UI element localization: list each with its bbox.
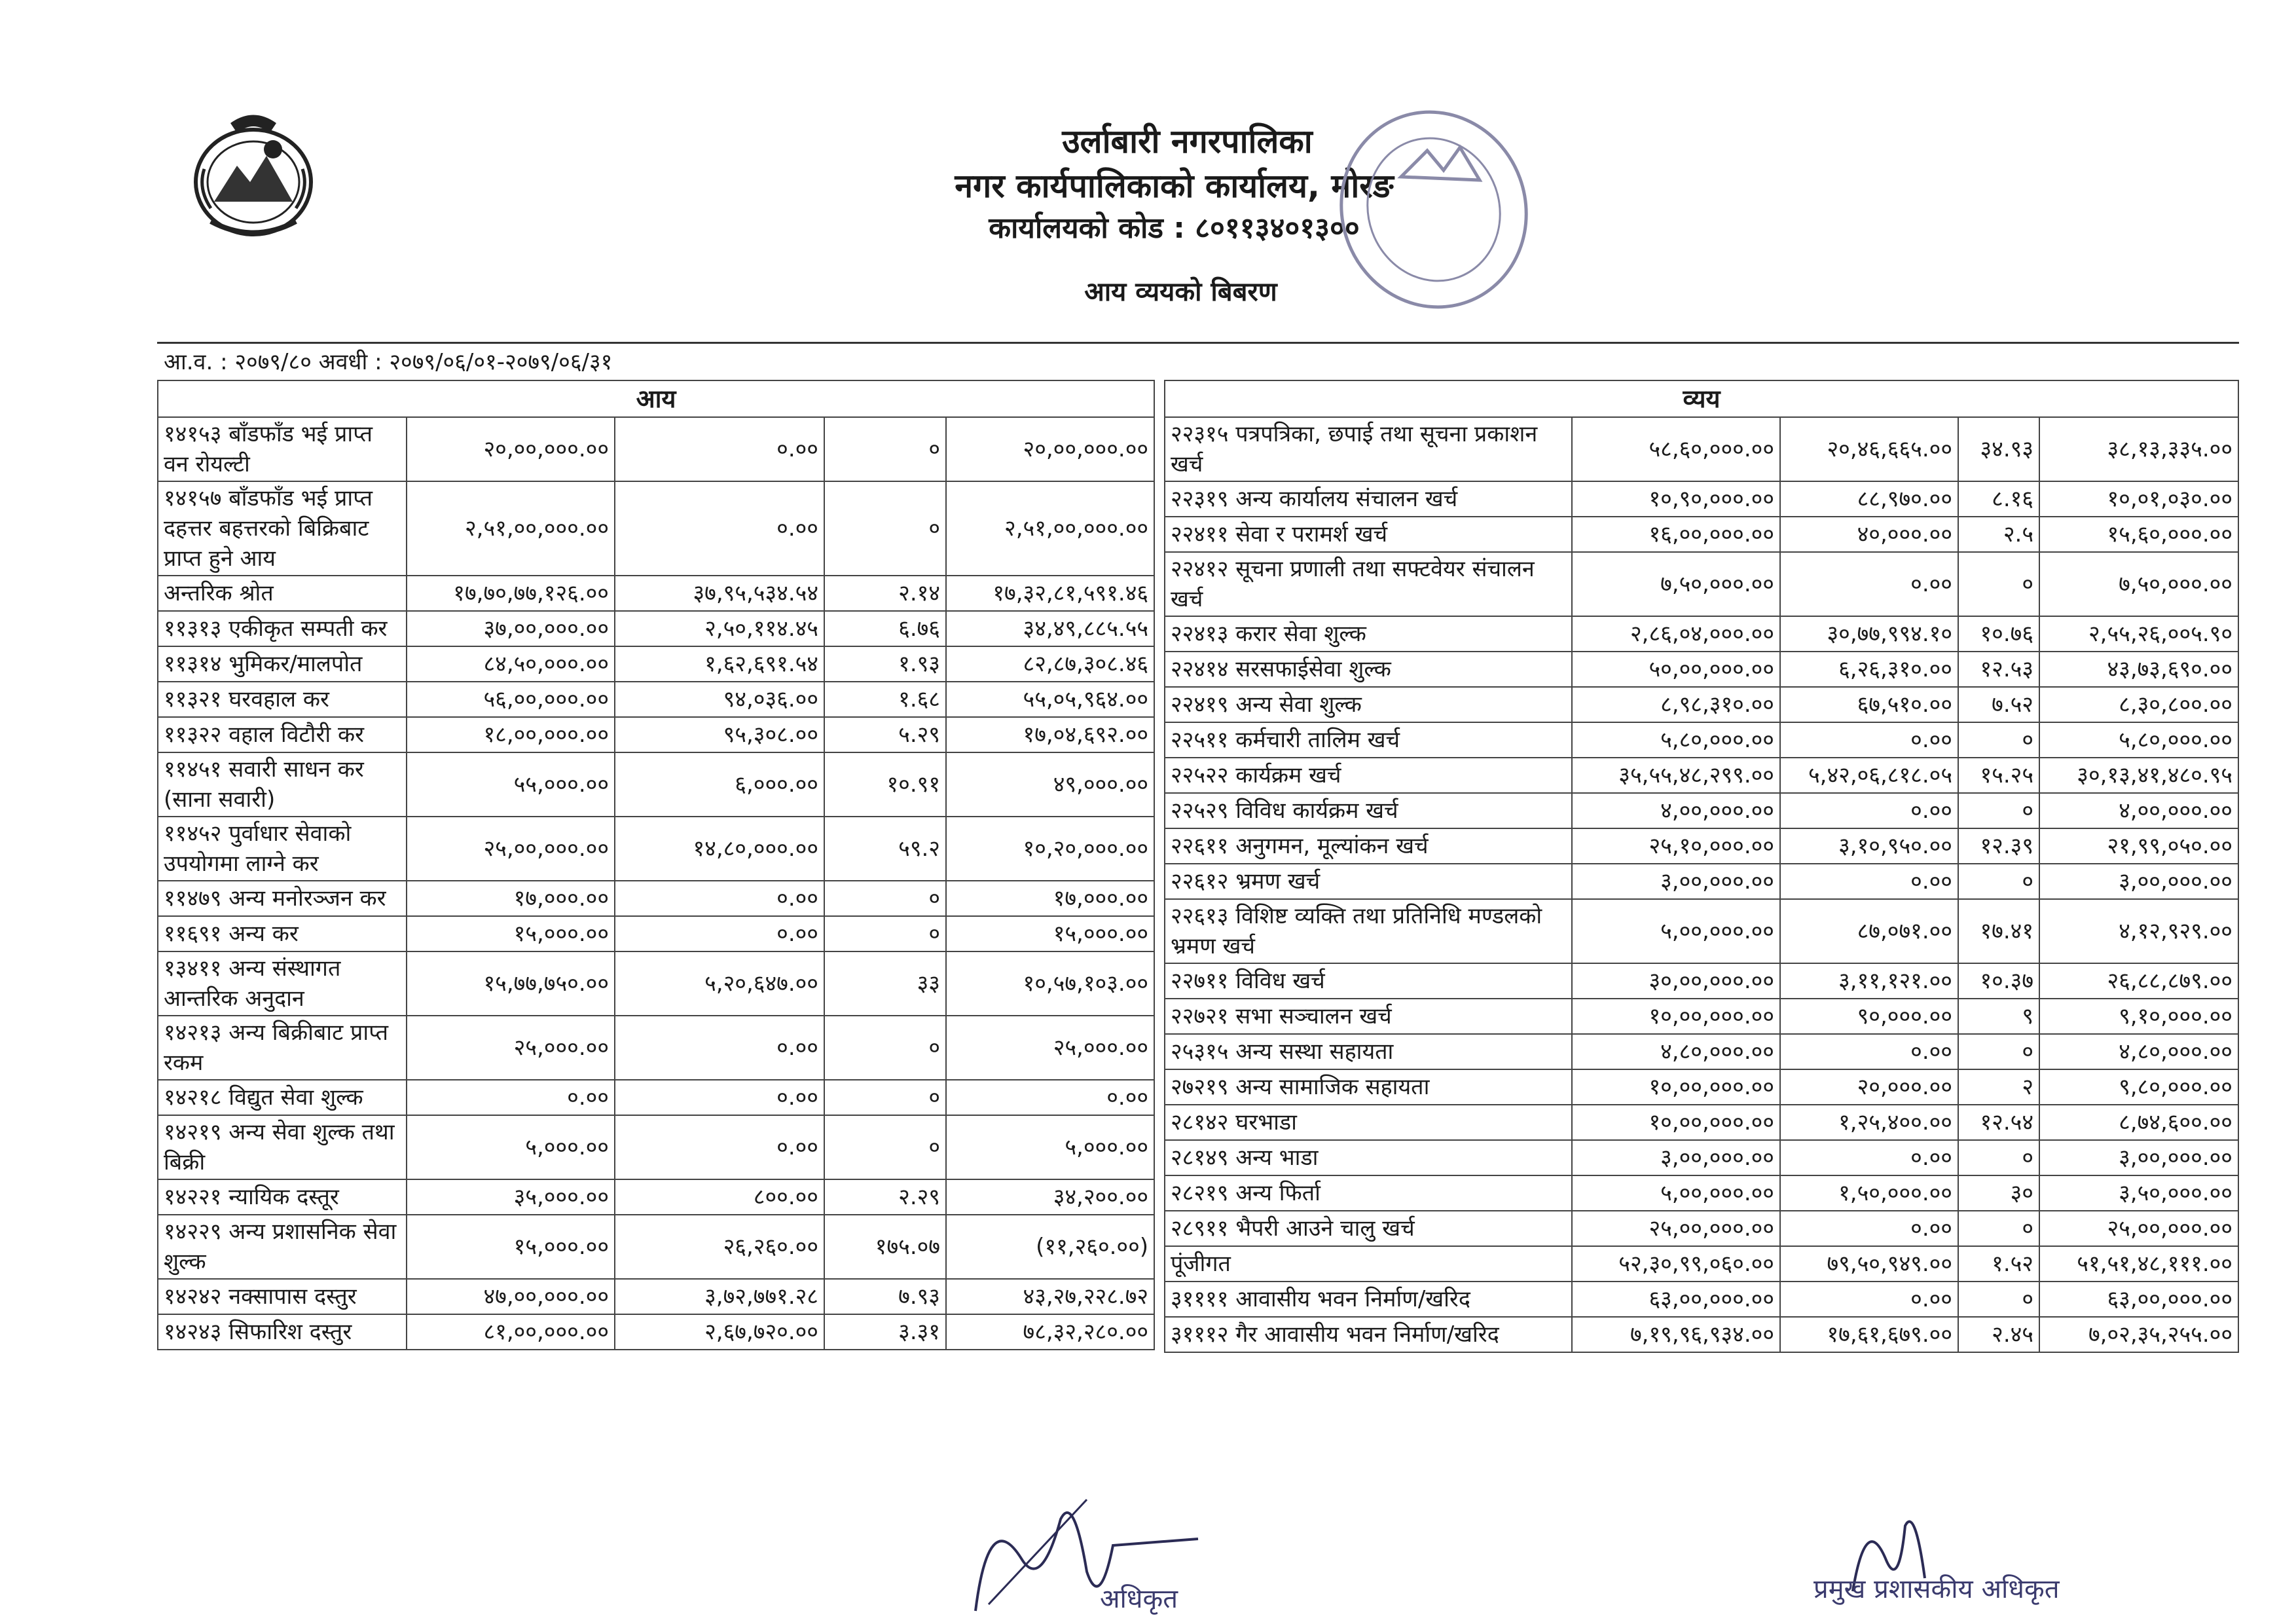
expense-percent-cell: ० xyxy=(1958,1140,2039,1175)
expense-budget-cell: ७,५०,०००.०० xyxy=(1572,552,1780,616)
expense-percent-cell: ० xyxy=(1958,1282,2039,1317)
income-budget-cell: ५५,०००.०० xyxy=(407,752,615,817)
income-percent-cell: ० xyxy=(824,1115,946,1179)
expense-budget-cell: ५,००,०००.०० xyxy=(1572,899,1780,963)
expense-percent-cell: ० xyxy=(1958,722,2039,758)
income-name-cell: १४१५३ बाँडफाँड भई प्राप्त वन रोयल्टी xyxy=(158,417,407,481)
expense-remaining-cell: ८,७४,६००.०० xyxy=(2039,1105,2238,1140)
expense-budget-cell: १०,००,०००.०० xyxy=(1572,1069,1780,1105)
income-row xyxy=(158,611,1154,646)
expense-name-cell: पूंजीगत xyxy=(1165,1246,1572,1282)
income-percent-cell: २.१४ xyxy=(824,576,946,611)
expense-row xyxy=(1165,687,2238,722)
income-table xyxy=(157,380,1155,1350)
income-remaining-cell: १०,२०,०००.०० xyxy=(946,817,1154,881)
expense-percent-cell: २.५ xyxy=(1958,517,2039,552)
expense-budget-cell: १६,००,०००.०० xyxy=(1572,517,1780,552)
income-budget-cell: ३५,०००.०० xyxy=(407,1179,615,1215)
signature-right xyxy=(1800,1500,2115,1624)
income-row xyxy=(158,1080,1154,1115)
expense-row xyxy=(1165,999,2238,1034)
expense-remaining-cell: ७,५०,०००.०० xyxy=(2039,552,2238,616)
income-percent-cell: ५.२९ xyxy=(824,717,946,752)
expense-actual-cell: ८८,९७०.०० xyxy=(1780,481,1958,517)
income-name-cell: ११६९१ अन्य कर xyxy=(158,916,407,951)
income-name-cell: १३४११ अन्य संस्थागत आन्तरिक अनुदान xyxy=(158,951,407,1016)
income-budget-cell: ५,०००.०० xyxy=(407,1115,615,1179)
expense-actual-cell: ७९,५०,९४९.०० xyxy=(1780,1246,1958,1282)
expense-actual-cell: ०.०० xyxy=(1780,864,1958,899)
income-row xyxy=(158,1314,1154,1350)
expense-name-cell: २२४१९ अन्य सेवा शुल्क xyxy=(1165,687,1572,722)
expense-budget-cell: ६३,००,०००.०० xyxy=(1572,1282,1780,1317)
expense-name-cell: २७२१९ अन्य सामाजिक सहायता xyxy=(1165,1069,1572,1105)
expense-name-cell: २८१४२ घरभाडा xyxy=(1165,1105,1572,1140)
income-name-cell: १४२१३ अन्य बिक्रीबाट प्राप्त रकम xyxy=(158,1016,407,1080)
income-row xyxy=(158,417,1154,481)
income-actual-cell: ६,०००.०० xyxy=(615,752,824,817)
income-row xyxy=(158,1115,1154,1179)
expense-percent-cell: १२.५३ xyxy=(1958,652,2039,687)
income-row xyxy=(158,576,1154,611)
expense-percent-cell: ३० xyxy=(1958,1175,2039,1211)
expense-name-cell: २२४१२ सूचना प्रणाली तथा सफ्टवेयर संचालन खर्च xyxy=(1165,552,1572,616)
expense-actual-cell: १,२५,४००.०० xyxy=(1780,1105,1958,1140)
income-budget-cell: ८४,५०,०००.०० xyxy=(407,646,615,682)
expense-row xyxy=(1165,899,2238,963)
income-percent-cell: ० xyxy=(824,417,946,481)
income-percent-cell: ७.९३ xyxy=(824,1279,946,1314)
income-actual-cell: ५,२०,६४७.०० xyxy=(615,951,824,1016)
income-budget-cell: १७,७०,७७,१२६.०० xyxy=(407,576,615,611)
income-actual-cell: २,५०,११४.४५ xyxy=(615,611,824,646)
expense-remaining-cell: २५,००,०००.०० xyxy=(2039,1211,2238,1246)
income-row xyxy=(158,1279,1154,1314)
income-remaining-cell: ८२,८७,३०८.४६ xyxy=(946,646,1154,682)
income-name-cell: १४२२९ अन्य प्रशासनिक सेवा शुल्क xyxy=(158,1215,407,1279)
expense-name-cell: २२५२२ कार्यक्रम खर्च xyxy=(1165,758,1572,793)
expense-row xyxy=(1165,1069,2238,1105)
expense-percent-cell: १५.२५ xyxy=(1958,758,2039,793)
expense-row xyxy=(1165,963,2238,999)
income-remaining-cell: १७,०००.०० xyxy=(946,881,1154,916)
expense-remaining-cell: ३,५०,०००.०० xyxy=(2039,1175,2238,1211)
expense-actual-cell: ६७,५१०.०० xyxy=(1780,687,1958,722)
income-name-cell: १४२१८ विद्युत सेवा शुल्क xyxy=(158,1080,407,1115)
income-remaining-cell: ५,०००.०० xyxy=(946,1115,1154,1179)
income-row xyxy=(158,916,1154,951)
expense-budget-cell: ४,००,०००.०० xyxy=(1572,793,1780,828)
income-name-cell: ११३१३ एकीकृत सम्पती कर xyxy=(158,611,407,646)
expense-name-cell: २८९११ भैपरी आउने चालु खर्च xyxy=(1165,1211,1572,1246)
expense-remaining-cell: १५,६०,०००.०० xyxy=(2039,517,2238,552)
expense-remaining-cell: ८,३०,८००.०० xyxy=(2039,687,2238,722)
income-remaining-cell: २५,०००.०० xyxy=(946,1016,1154,1080)
expense-actual-cell: १७,६१,६७९.०० xyxy=(1780,1317,1958,1352)
expense-percent-cell: ० xyxy=(1958,793,2039,828)
expense-remaining-cell: ५१,५१,४८,१११.०० xyxy=(2039,1246,2238,1282)
office-name: नगर कार्यपालिकाको कार्यालय, मोरङ xyxy=(955,167,1394,205)
income-budget-cell: २५,००,०००.०० xyxy=(407,817,615,881)
income-actual-cell: ०.०० xyxy=(615,1080,824,1115)
income-budget-cell: २०,००,०००.०० xyxy=(407,417,615,481)
income-percent-cell: २.२९ xyxy=(824,1179,946,1215)
income-row xyxy=(158,682,1154,717)
income-name-cell: ११३२२ वहाल विटौरी कर xyxy=(158,717,407,752)
expense-name-cell: ३११११ आवासीय भवन निर्माण/खरिद xyxy=(1165,1282,1572,1317)
expense-name-cell: २५३१५ अन्य सस्था सहायता xyxy=(1165,1034,1572,1069)
income-budget-cell: ५६,००,०००.०० xyxy=(407,682,615,717)
income-row xyxy=(158,1215,1154,1279)
expense-actual-cell: २०,०००.०० xyxy=(1780,1069,1958,1105)
income-name-cell: १४२४२ नक्सापास दस्तुर xyxy=(158,1279,407,1314)
expense-actual-cell: ०.०० xyxy=(1780,1211,1958,1246)
expense-name-cell: २२५२९ विविध कार्यक्रम खर्च xyxy=(1165,793,1572,828)
expense-budget-cell: ५२,३०,९९,०६०.०० xyxy=(1572,1246,1780,1282)
expense-percent-cell: १०.७६ xyxy=(1958,616,2039,652)
income-remaining-cell: २०,००,०००.०० xyxy=(946,417,1154,481)
income-remaining-cell: १७,३२,८१,५९१.४६ xyxy=(946,576,1154,611)
expense-row xyxy=(1165,1246,2238,1282)
income-row xyxy=(158,881,1154,916)
income-actual-cell: २६,२६०.०० xyxy=(615,1215,824,1279)
income-remaining-cell: ३४,२००.०० xyxy=(946,1179,1154,1215)
expense-actual-cell: ०.०० xyxy=(1780,552,1958,616)
expense-name-cell: २२४११ सेवा र परामर्श खर्च xyxy=(1165,517,1572,552)
income-actual-cell: ९५,३०८.०० xyxy=(615,717,824,752)
expense-row xyxy=(1165,652,2238,687)
expense-budget-cell: ५०,००,०००.०० xyxy=(1572,652,1780,687)
income-row xyxy=(158,1179,1154,1215)
income-percent-cell: ० xyxy=(824,916,946,951)
expense-name-cell: २२३१९ अन्य कार्यालय संचालन खर्च xyxy=(1165,481,1572,517)
income-name-cell: १४२२१ न्यायिक दस्तूर xyxy=(158,1179,407,1215)
expense-actual-cell: ४०,०००.०० xyxy=(1780,517,1958,552)
expense-remaining-cell: ३,००,०००.०० xyxy=(2039,864,2238,899)
expense-remaining-cell: ३८,१३,३३५.०० xyxy=(2039,417,2238,481)
expense-percent-cell: ० xyxy=(1958,1211,2039,1246)
income-row xyxy=(158,481,1154,576)
income-budget-cell: २,५१,००,०००.०० xyxy=(407,481,615,576)
income-percent-cell: ३.३१ xyxy=(824,1314,946,1350)
expense-remaining-cell: ५,८०,०००.०० xyxy=(2039,722,2238,758)
income-remaining-cell: ३४,४९,८८५.५५ xyxy=(946,611,1154,646)
expense-table xyxy=(1164,380,2239,1353)
income-actual-cell: २,६७,७२०.०० xyxy=(615,1314,824,1350)
expense-remaining-cell: ९,८०,०००.०० xyxy=(2039,1069,2238,1105)
income-heading: आय xyxy=(158,380,1154,417)
expense-remaining-cell: २,५५,२६,००५.९० xyxy=(2039,616,2238,652)
expense-remaining-cell: ७,०२,३५,२५५.०० xyxy=(2039,1317,2238,1352)
income-actual-cell: ०.०० xyxy=(615,481,824,576)
expense-name-cell: २२७११ विविध खर्च xyxy=(1165,963,1572,999)
expense-budget-cell: ८,९८,३१०.०० xyxy=(1572,687,1780,722)
income-name-cell: १४२१९ अन्य सेवा शुल्क तथा बिक्री xyxy=(158,1115,407,1179)
expense-remaining-cell: २६,८८,८७९.०० xyxy=(2039,963,2238,999)
expense-percent-cell: ९ xyxy=(1958,999,2039,1034)
income-actual-cell: ०.०० xyxy=(615,916,824,951)
expense-percent-cell: ० xyxy=(1958,1034,2039,1069)
expense-budget-cell: १०,९०,०००.०० xyxy=(1572,481,1780,517)
income-remaining-cell: १७,०४,६९२.०० xyxy=(946,717,1154,752)
income-budget-cell: ४७,००,०००.०० xyxy=(407,1279,615,1314)
expense-name-cell: २२४१३ करार सेवा शुल्क xyxy=(1165,616,1572,652)
expense-actual-cell: ०.०० xyxy=(1780,1140,1958,1175)
expense-remaining-cell: ३,००,०००.०० xyxy=(2039,1140,2238,1175)
income-remaining-cell: (११,२६०.००) xyxy=(946,1215,1154,1279)
signature-left-label: अधिकृत xyxy=(1100,1584,1178,1614)
income-percent-cell: ० xyxy=(824,1080,946,1115)
expense-percent-cell: १२.५४ xyxy=(1958,1105,2039,1140)
income-percent-cell: ५९.२ xyxy=(824,817,946,881)
expense-budget-cell: ५८,६०,०००.०० xyxy=(1572,417,1780,481)
income-actual-cell: ०.०० xyxy=(615,1115,824,1179)
expense-actual-cell: ३०,७७,९९४.१० xyxy=(1780,616,1958,652)
income-percent-cell: ६.७६ xyxy=(824,611,946,646)
expense-remaining-cell: १०,०१,०३०.०० xyxy=(2039,481,2238,517)
expense-budget-cell: ४,८०,०००.०० xyxy=(1572,1034,1780,1069)
income-percent-cell: १७५.०७ xyxy=(824,1215,946,1279)
fiscal-period: आ.व. : २०७९/८० अवधी : २०७९/०६/०१-२०७९/०६/३१ xyxy=(164,349,613,375)
expense-actual-cell: ६,२६,३१०.०० xyxy=(1780,652,1958,687)
expense-actual-cell: ९०,०००.०० xyxy=(1780,999,1958,1034)
income-remaining-cell: ४३,२७,२२८.७२ xyxy=(946,1279,1154,1314)
expense-row xyxy=(1165,481,2238,517)
income-remaining-cell: १०,५७,१०३.०० xyxy=(946,951,1154,1016)
income-remaining-cell: ४९,०००.०० xyxy=(946,752,1154,817)
income-row xyxy=(158,717,1154,752)
expense-actual-cell: ०.०० xyxy=(1780,1282,1958,1317)
expense-percent-cell: ३४.९३ xyxy=(1958,417,2039,481)
expense-budget-cell: २५,००,०००.०० xyxy=(1572,1211,1780,1246)
expense-actual-cell: ०.०० xyxy=(1780,1034,1958,1069)
expense-actual-cell: ८७,०७१.०० xyxy=(1780,899,1958,963)
expense-row xyxy=(1165,1105,2238,1140)
expense-remaining-cell: ४,००,०००.०० xyxy=(2039,793,2238,828)
expense-percent-cell: ७.५२ xyxy=(1958,687,2039,722)
income-actual-cell: ०.०० xyxy=(615,1016,824,1080)
income-actual-cell: ९४,०३६.०० xyxy=(615,682,824,717)
expense-actual-cell: १,५०,०००.०० xyxy=(1780,1175,1958,1211)
income-percent-cell: ० xyxy=(824,881,946,916)
income-actual-cell: १,६२,६९१.५४ xyxy=(615,646,824,682)
income-row xyxy=(158,817,1154,881)
expense-budget-cell: ३५,५५,४८,२९९.०० xyxy=(1572,758,1780,793)
expense-percent-cell: २ xyxy=(1958,1069,2039,1105)
expense-name-cell: २२५११ कर्मचारी तालिम खर्च xyxy=(1165,722,1572,758)
income-remaining-cell: ५५,०५,९६४.०० xyxy=(946,682,1154,717)
income-budget-cell: ०.०० xyxy=(407,1080,615,1115)
expense-actual-cell: ०.०० xyxy=(1780,793,1958,828)
expense-percent-cell: २.४५ xyxy=(1958,1317,2039,1352)
income-row xyxy=(158,752,1154,817)
signature-right-label: प्रमुख प्रशासकीय अधिकृत xyxy=(1813,1574,2060,1604)
income-budget-cell: १५,०००.०० xyxy=(407,916,615,951)
income-name-cell: ११४५२ पुर्वाधार सेवाको उपयोगमा लाग्ने कर xyxy=(158,817,407,881)
expense-row xyxy=(1165,722,2238,758)
expense-budget-cell: २५,१०,०००.०० xyxy=(1572,828,1780,864)
income-row xyxy=(158,951,1154,1016)
income-name-cell: ११३१४ भुमिकर/मालपोत xyxy=(158,646,407,682)
expense-budget-cell: १०,००,०००.०० xyxy=(1572,1105,1780,1140)
expense-budget-cell: ५,८०,०००.०० xyxy=(1572,722,1780,758)
income-name-cell: ११४७९ अन्य मनोरञ्जन कर xyxy=(158,881,407,916)
expense-budget-cell: ३०,००,०००.०० xyxy=(1572,963,1780,999)
expense-remaining-cell: ३०,१३,४१,४८०.९५ xyxy=(2039,758,2238,793)
expense-remaining-cell: ४,१२,९२९.०० xyxy=(2039,899,2238,963)
expense-actual-cell: २०,४६,६६५.०० xyxy=(1780,417,1958,481)
expense-budget-cell: ५,००,०००.०० xyxy=(1572,1175,1780,1211)
expense-row xyxy=(1165,1034,2238,1069)
document-title: आय व्ययको बिबरण xyxy=(1084,277,1277,307)
expense-actual-cell: ३,१०,९५०.०० xyxy=(1780,828,1958,864)
expense-row xyxy=(1165,616,2238,652)
income-row xyxy=(158,1016,1154,1080)
expense-budget-cell: ३,००,०००.०० xyxy=(1572,1140,1780,1175)
expense-percent-cell: १०.३७ xyxy=(1958,963,2039,999)
income-actual-cell: ८००.०० xyxy=(615,1179,824,1215)
expense-name-cell: २२६१२ भ्रमण खर्च xyxy=(1165,864,1572,899)
office-stamp-icon xyxy=(1329,98,1539,321)
income-actual-cell: १४,८०,०००.०० xyxy=(615,817,824,881)
income-percent-cell: १०.९१ xyxy=(824,752,946,817)
expense-row xyxy=(1165,517,2238,552)
income-percent-cell: १.९३ xyxy=(824,646,946,682)
signature-left xyxy=(949,1480,1264,1624)
income-percent-cell: १.६८ xyxy=(824,682,946,717)
income-budget-cell: ८१,००,०००.०० xyxy=(407,1314,615,1350)
income-budget-cell: १७,०००.०० xyxy=(407,881,615,916)
expense-row xyxy=(1165,1211,2238,1246)
expense-budget-cell: २,८६,०४,०००.०० xyxy=(1572,616,1780,652)
income-name-cell: ११३२१ घरवहाल कर xyxy=(158,682,407,717)
expense-actual-cell: ३,११,१२१.०० xyxy=(1780,963,1958,999)
expense-percent-cell: ० xyxy=(1958,552,2039,616)
income-name-cell: अन्तरिक श्रोत xyxy=(158,576,407,611)
income-actual-cell: ०.०० xyxy=(615,881,824,916)
expense-budget-cell: ३,००,०००.०० xyxy=(1572,864,1780,899)
income-remaining-cell: २,५१,००,०००.०० xyxy=(946,481,1154,576)
expense-row xyxy=(1165,793,2238,828)
income-name-cell: १४१५७ बाँडफाँड भई प्राप्त दहत्तर बहत्तरको बिक्रिबाट प्राप्त हुने आय xyxy=(158,481,407,576)
expense-name-cell: २२३१५ पत्रपत्रिका, छपाई तथा सूचना प्रकाशन खर्च xyxy=(1165,417,1572,481)
expense-row xyxy=(1165,758,2238,793)
income-budget-cell: ३७,००,०००.०० xyxy=(407,611,615,646)
income-percent-cell: ० xyxy=(824,1016,946,1080)
expense-remaining-cell: ९,१०,०००.०० xyxy=(2039,999,2238,1034)
expense-row xyxy=(1165,1175,2238,1211)
income-remaining-cell: १५,०००.०० xyxy=(946,916,1154,951)
municipality-name: उर्लाबारी नगरपालिका xyxy=(1062,122,1313,160)
income-budget-cell: १५,०००.०० xyxy=(407,1215,615,1279)
income-actual-cell: ०.०० xyxy=(615,417,824,481)
expense-name-cell: २२६१३ विशिष्ट व्यक्ति तथा प्रतिनिधि मण्डलको भ्रमण खर्च xyxy=(1165,899,1572,963)
expense-name-cell: २२७२१ सभा सञ्चालन खर्च xyxy=(1165,999,1572,1034)
expense-heading: व्यय xyxy=(1165,380,2238,417)
income-percent-cell: ३३ xyxy=(824,951,946,1016)
income-row xyxy=(158,646,1154,682)
expense-budget-cell: १०,००,०००.०० xyxy=(1572,999,1780,1034)
income-actual-cell: ३७,९५,५३४.५४ xyxy=(615,576,824,611)
expense-percent-cell: १७.४१ xyxy=(1958,899,2039,963)
income-percent-cell: ० xyxy=(824,481,946,576)
expense-remaining-cell: ४३,७३,६९०.०० xyxy=(2039,652,2238,687)
expense-row xyxy=(1165,1140,2238,1175)
expense-budget-cell: ७,१९,९६,९३४.०० xyxy=(1572,1317,1780,1352)
expense-actual-cell: ५,४२,०६,८१८.०५ xyxy=(1780,758,1958,793)
expense-remaining-cell: ६३,००,०००.०० xyxy=(2039,1282,2238,1317)
expense-percent-cell: १२.३९ xyxy=(1958,828,2039,864)
expense-remaining-cell: २१,९९,०५०.०० xyxy=(2039,828,2238,864)
expense-row xyxy=(1165,417,2238,481)
expense-name-cell: ३१११२ गैर आवासीय भवन निर्माण/खरिद xyxy=(1165,1317,1572,1352)
expense-row xyxy=(1165,864,2238,899)
expense-percent-cell: १.५२ xyxy=(1958,1246,2039,1282)
income-budget-cell: २५,०००.०० xyxy=(407,1016,615,1080)
header-divider xyxy=(157,342,2239,344)
income-actual-cell: ३,७२,७७१.२८ xyxy=(615,1279,824,1314)
expense-row xyxy=(1165,552,2238,616)
income-name-cell: १४२४३ सिफारिश दस्तुर xyxy=(158,1314,407,1350)
expense-actual-cell: ०.०० xyxy=(1780,722,1958,758)
income-budget-cell: १८,००,०००.०० xyxy=(407,717,615,752)
expense-name-cell: २८१४९ अन्य भाडा xyxy=(1165,1140,1572,1175)
expense-name-cell: २२४१४ सरसफाईसेवा शुल्क xyxy=(1165,652,1572,687)
expense-row xyxy=(1165,1282,2238,1317)
income-budget-cell: १५,७७,७५०.०० xyxy=(407,951,615,1016)
expense-remaining-cell: ४,८०,०००.०० xyxy=(2039,1034,2238,1069)
expense-row xyxy=(1165,828,2238,864)
income-remaining-cell: ०.०० xyxy=(946,1080,1154,1115)
expense-percent-cell: ० xyxy=(1958,864,2039,899)
expense-percent-cell: ८.१६ xyxy=(1958,481,2039,517)
office-code: कार्यालयको कोड : ८०११३४०१३०० xyxy=(989,212,1360,245)
expense-name-cell: २२६११ अनुगमन, मूल्यांकन खर्च xyxy=(1165,828,1572,864)
income-remaining-cell: ७८,३२,२८०.०० xyxy=(946,1314,1154,1350)
expense-row xyxy=(1165,1317,2238,1352)
expense-name-cell: २८२१९ अन्य फिर्ता xyxy=(1165,1175,1572,1211)
income-name-cell: ११४५१ सवारी साधन कर (साना सवारी) xyxy=(158,752,407,817)
